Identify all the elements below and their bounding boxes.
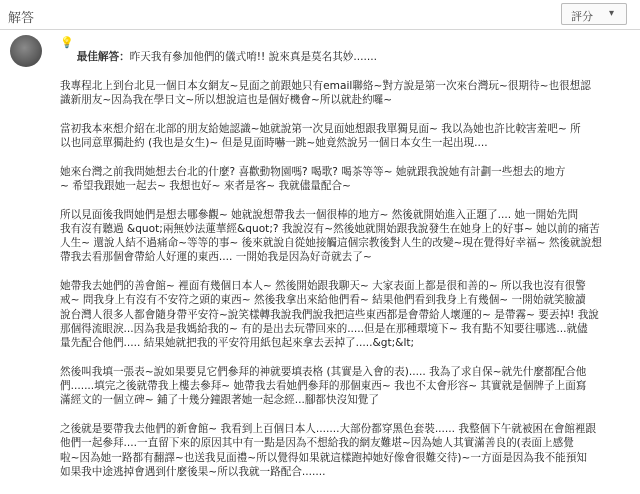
answers-header (0, 0, 640, 30)
answer-paragraph (60, 36, 624, 65)
answer-paragraph: 她來台灣之前我問她想去台北的什麼? 喜歡動物園嗎? 喝歌? 喝茶等等~ 她就跟我說她有計劃一些想去的地方 ~ 希望我跟她一起去~ 我想也好~ 來者是客~ 我就儘量配合~ (60, 165, 566, 192)
best-answer (60, 36, 624, 494)
avatar[interactable] (10, 35, 42, 67)
answer-paragraph: 她帶我去她們的善會館~ 裡面有幾個日本人~ 然後開始跟我聊天~ 大家表面上都是很和善的~ 所以我也沒有很警 戒~ 問我身上有沒有不安符之頭的東西~ 然後我拿出來給他們看~ 結果他們看到我身上有幾個~ 一開始就笑臉讀 說台灣人很多人都會隨身帶平安符~說笑樣轉我說我們說我把這些東西都是會帶給人壞運的~ 是帶霧~ 要丟掉! 我說 那個得流眼淚...因為我是我媽給我的~ 有的是出去玩帶回來的.....但是在那種環境下~ 我有點不知要往哪逃...就儘 量先配合他們..... 結果她就把我的平安符用紙包起來拿去丟掉了.....&gt;&lt; (60, 280, 599, 350)
answer-paragraph: 之後就是要帶我去他們的新會館~ 我看到上百個日本人.......大部份都穿黑色套裝...... 我整個下午就被困在會館裡跟 他們一起參拜....一直留下來的原因其中有一點是因為不想給我的網友難堪~因為她人其實滿善良的(表面上感覺 啦~因為她一路都有翻譯~也送我見面禮~所以覺得如果就這樣跑掉她好像會很難交待)~一方面是因為我不能預知 如果我中途逃掉會遇到什麼後果~所以我就一路配合....... (60, 423, 597, 478)
sort-dropdown[interactable] (561, 3, 627, 25)
answer-paragraph: 當初我本來想介紹在北部的朋友給她認識~她就說第一次見面她想跟我單獨見面~ 我以為她也許比較害羞吧~ 所 以也同意單獨赴約 (我也是女生)~ 但是見面時嚇一跳~她竟然說另一個日本女生一起出現.... (60, 122, 581, 150)
answer-paragraph: 然後叫我填一張表~說如果要見它們參拜的神就要填表格 (其實是入會的表)..... 我為了求自保~就先什麼都配合他 們.......填完之後就帶我上樓去參拜~ 她帶我去看她們參拜的那個東西~ 我也不太會形容~ 其實就是個牌子上面寫 滿經文的一個立碑~ 鋪了十幾分鐘跟著她一起念經...腳都快沒知覺了 (60, 365, 587, 407)
sort-dropdown-label: 評分 (571, 10, 593, 23)
lightbulb-icon: 💡 (60, 36, 74, 49)
answer-paragraph: 我專程北上到台北見一個日本女網友~見面之前跟她只有email聯絡~對方說是第一次來台灣玩~很期待~也很想認 識新朋友~因為我在學日文~所以想說這也是個好機會~所以就赴約囉~ (60, 79, 591, 107)
page-title: 解答 (8, 11, 35, 26)
answer-paragraph: 所以見面後我問她們是想去哪參觀~ 她就說想帶我去一個很棒的地方~ 然後就開始進入正題了.... 她一開始先問 我有沒有聽過 &quot;兩無妙法蓮華經&quot;? 我說沒有~然後她就開始跟我說發生在她身上的好事~ 她以前的痛苦 人生~ 還說人結不過痛命~等等的事~ 後來就說自從她接觸這個宗教後對人生的改變~現在覺得好幸福~ 然後就說想 帶我去看那個會帶給人好運的東西.... 一開始我是因為好奇就去了~ (60, 208, 602, 264)
best-answer-label: 最佳解答： (76, 51, 130, 64)
chevron-down-icon: ▾ (609, 8, 615, 19)
answer-text: 昨天我有參加他們的儀式唷!! 說來真是莫名其妙....... (129, 51, 377, 64)
